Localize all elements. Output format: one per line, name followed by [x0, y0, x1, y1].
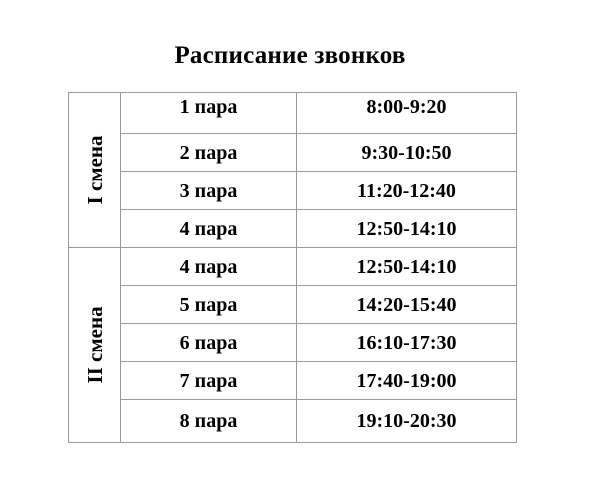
shift-label: II смена [82, 306, 107, 384]
table-row [69, 172, 517, 210]
table-row [69, 248, 517, 286]
shift-label-cell [69, 93, 121, 248]
lesson-time: 17:40-19:00 [297, 362, 517, 400]
bell-schedule-table [68, 92, 517, 443]
table-row [69, 400, 517, 443]
shift-label-cell [69, 248, 121, 443]
page-title: Расписание звонков [174, 42, 406, 69]
lesson-number: 5 пара [121, 286, 297, 324]
lesson-number: 1 пара [121, 93, 297, 134]
lesson-time: 16:10-17:30 [297, 324, 517, 362]
lesson-number: 4 пара [121, 248, 297, 286]
table-row [69, 362, 517, 400]
lesson-number: 2 пара [121, 134, 297, 172]
lesson-number: 4 пара [121, 210, 297, 248]
lesson-number: 6 пара [121, 324, 297, 362]
lesson-time: 19:10-20:30 [297, 400, 517, 443]
table-row [69, 134, 517, 172]
table-row [69, 93, 517, 134]
lesson-time: 12:50-14:10 [297, 248, 517, 286]
lesson-number: 3 пара [121, 172, 297, 210]
lesson-number: 7 пара [121, 362, 297, 400]
lesson-time: 11:20-12:40 [297, 172, 517, 210]
shift-label: I смена [82, 135, 107, 205]
lesson-time: 12:50-14:10 [297, 210, 517, 248]
lesson-number: 8 пара [121, 400, 297, 443]
lesson-time: 14:20-15:40 [297, 286, 517, 324]
table-row [69, 324, 517, 362]
table-row [69, 286, 517, 324]
lesson-time: 9:30-10:50 [297, 134, 517, 172]
lesson-time: 8:00-9:20 [297, 93, 517, 134]
table-row [69, 210, 517, 248]
